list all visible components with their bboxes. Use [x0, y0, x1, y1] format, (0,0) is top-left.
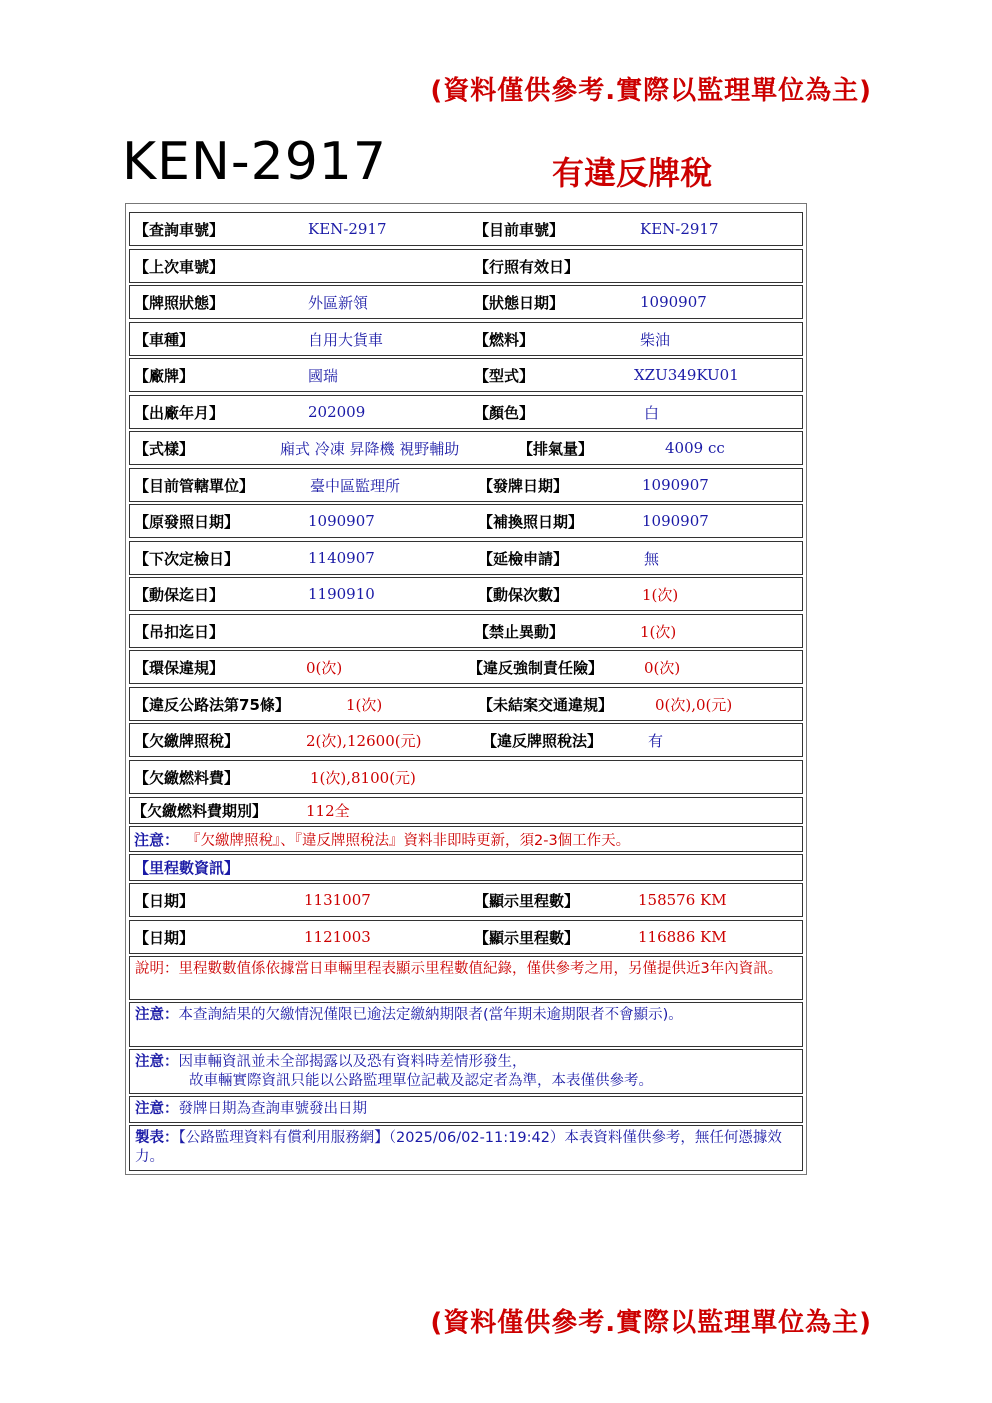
- value-highway-act-75: 1(次): [346, 695, 383, 714]
- label-reissue-license-date: 【補換照日期】: [478, 512, 584, 531]
- label-status-date: 【狀態日期】: [474, 293, 565, 312]
- label-transfer-prohibited: 【禁止異動】: [474, 622, 565, 641]
- value-fuel-fee-period: 112全: [306, 802, 350, 820]
- value-model: XZU349KU01: [634, 366, 739, 384]
- label-brand: 【廠牌】: [134, 366, 195, 385]
- disclosure-notice-label: 注意：: [135, 1054, 179, 1070]
- label-previous-plate: 【上次車號】: [134, 257, 225, 276]
- label-unpaid-fuel-fee: 【欠繳燃料費】: [134, 768, 240, 787]
- label-original-license-date: 【原發照日期】: [134, 512, 240, 531]
- disclosure-notice-line2: 故車輛實際資訊只能以公路監理單位記載及認定者為準，本表僅供參考。: [189, 1073, 653, 1089]
- record-row-highway-act: [129, 687, 803, 721]
- label-suspension-end: 【吊扣迄日】: [134, 622, 225, 641]
- record-row-vehicle-type: [129, 322, 803, 356]
- label-license-valid-date: 【行照有效日】: [474, 257, 580, 276]
- record-row-suspension: [129, 614, 803, 648]
- label-inspection-extension: 【延檢申請】: [478, 549, 569, 568]
- value-license-tax-violation: 有: [648, 731, 664, 750]
- label-unpaid-license-tax: 【欠繳牌照稅】: [134, 731, 240, 750]
- label-vehicle-type: 【車種】: [134, 330, 195, 349]
- label-unsettled-traffic-violations: 【未結案交通違規】: [478, 695, 614, 714]
- value-plate-issue-date: 1090907: [642, 476, 709, 494]
- record-row-inspection: [129, 541, 803, 575]
- value-jurisdiction: 臺中區監理所: [310, 476, 401, 495]
- plate-date-notice-text: 發牌日期為查詢車號發出日期: [178, 1101, 367, 1117]
- vehicle-record-table: [125, 203, 807, 1175]
- value-unsettled-traffic-violations: 0(次),0(元): [655, 695, 733, 714]
- value-current-plate: KEN-2917: [640, 220, 719, 238]
- value-color: 白: [644, 403, 660, 422]
- record-row-license-dates: [129, 504, 803, 538]
- disclaimer-top: (資料僅供參考.實際以監理單位為主): [430, 76, 872, 106]
- label-plate-status: 【牌照狀態】: [134, 293, 225, 312]
- label-environmental-violations: 【環保違規】: [134, 658, 225, 677]
- record-row-plate: [129, 212, 803, 246]
- plate-number-title: KEN-2917: [122, 132, 387, 192]
- value-status-date: 1090907: [640, 293, 707, 311]
- value-body-style: 廂式 冷凍 昇降機 視野輔助: [280, 439, 460, 458]
- record-row-previous-plate: [129, 249, 803, 283]
- update-notice-text: 『欠繳牌照稅』、『違反牌照稅法』資料非即時更新，須2-3個工作天。: [186, 832, 631, 849]
- source-notice-label: 製表：: [135, 1130, 179, 1146]
- label-insurance-violations: 【違反強制責任險】: [468, 658, 604, 677]
- record-row-plate-status: [129, 285, 803, 319]
- value-brand: 國瑞: [308, 366, 339, 385]
- value-unpaid-license-tax: 2(次),12600(元): [306, 731, 422, 750]
- value-inspection-extension: 無: [644, 549, 660, 568]
- value-insurance-violations: 0(次): [644, 658, 681, 677]
- value-transfer-prohibited: 1(次): [640, 622, 677, 641]
- disclosure-notice-line1: 因車輛資訊並未全部揭露以及恐有資料時差情形發生，: [178, 1054, 527, 1070]
- label-jurisdiction: 【目前管轄單位】: [134, 476, 255, 495]
- label-odometer: 【顯示里程數】: [474, 928, 580, 947]
- record-row-fuel-period: [129, 797, 803, 824]
- record-row-chattel-security: [129, 577, 803, 611]
- mileage-row: [129, 920, 803, 954]
- value-chattel-security-end: 1190910: [308, 585, 375, 603]
- arrears-notice-box: [129, 1002, 803, 1047]
- value-mileage-date: 1121003: [304, 928, 371, 946]
- arrears-notice: [135, 1006, 797, 1025]
- disclosure-notice-box: [129, 1049, 803, 1094]
- value-chattel-security-count: 1(次): [642, 585, 679, 604]
- label-query-plate: 【查詢車號】: [134, 220, 225, 239]
- record-row-jurisdiction: [129, 468, 803, 502]
- arrears-notice-label: 注意：: [135, 1007, 179, 1023]
- mileage-explanation: [135, 960, 797, 979]
- value-plate-status: 外區新領: [308, 293, 369, 312]
- label-chattel-security-count: 【動保次數】: [478, 585, 569, 604]
- label-current-plate: 【目前車號】: [474, 220, 565, 239]
- disclaimer-bottom: (資料僅供參考.實際以監理單位為主): [430, 1308, 872, 1338]
- label-mileage-date: 【日期】: [134, 928, 195, 947]
- label-license-tax-violation: 【違反牌照稅法】: [482, 731, 603, 750]
- value-odometer: 158576 KM: [638, 891, 727, 909]
- source-notice-text: 【公路監理資料有償利用服務網】（2025/06/02-11:19:42）本表資料僅供參考，無任何憑據效力。: [135, 1130, 782, 1165]
- value-original-license-date: 1090907: [308, 512, 375, 530]
- value-manufacture-date: 202009: [308, 403, 366, 421]
- update-notice-label: 注意：: [134, 830, 180, 849]
- disclosure-notice: [135, 1053, 797, 1091]
- label-highway-act-75: 【違反公路法第75條】: [134, 695, 290, 714]
- plate-date-notice-label: 注意：: [135, 1101, 179, 1117]
- plate-date-notice: [135, 1100, 797, 1119]
- record-row-manufacture: [129, 395, 803, 429]
- label-color: 【顏色】: [474, 403, 535, 422]
- label-displacement: 【排氣量】: [518, 439, 594, 458]
- update-notice-row: [129, 826, 803, 852]
- value-odometer: 116886 KM: [638, 928, 727, 946]
- label-model: 【型式】: [474, 366, 535, 385]
- value-fuel: 柴油: [640, 330, 671, 349]
- source-notice-box: [129, 1125, 803, 1171]
- value-vehicle-type: 自用大貨車: [308, 330, 384, 349]
- mileage-header-row: [129, 854, 803, 881]
- value-displacement: 4009 cc: [665, 439, 725, 457]
- mileage-explanation-text: 里程數數值係依據當日車輛里程表顯示里程數值紀錄，僅供參考之用，另僅提供近3年內資訊。: [178, 961, 783, 977]
- label-mileage-date: 【日期】: [134, 891, 195, 910]
- label-chattel-security-end: 【動保迄日】: [134, 585, 225, 604]
- arrears-notice-text: 本查詢結果的欠繳情況僅限已逾法定繳納期限者(當年期未逾期限者不會顯示)。: [178, 1007, 683, 1023]
- label-fuel-fee-period: 【欠繳燃料費期別】: [132, 802, 268, 820]
- value-next-inspection: 1140907: [308, 549, 375, 567]
- value-query-plate: KEN-2917: [308, 220, 387, 238]
- label-next-inspection: 【下次定檢日】: [134, 549, 240, 568]
- record-row-license-tax: [129, 723, 803, 757]
- mileage-row: [129, 883, 803, 917]
- tax-violation-flag: 有違反牌稅: [552, 154, 713, 192]
- mileage-explanation-box: [129, 956, 803, 1000]
- value-mileage-date: 1131007: [304, 891, 371, 909]
- label-fuel: 【燃料】: [474, 330, 535, 349]
- plate-date-notice-box: [129, 1096, 803, 1123]
- record-row-brand: [129, 358, 803, 392]
- mileage-explanation-label: 說明：: [135, 961, 179, 977]
- value-unpaid-fuel-fee: 1(次),8100(元): [310, 768, 416, 787]
- value-reissue-license-date: 1090907: [642, 512, 709, 530]
- record-row-body-style: [129, 431, 803, 465]
- mileage-section-title: 【里程數資訊】: [134, 859, 240, 877]
- label-plate-issue-date: 【發牌日期】: [478, 476, 569, 495]
- value-environmental-violations: 0(次): [306, 658, 343, 677]
- source-notice: [135, 1129, 797, 1167]
- label-body-style: 【式樣】: [134, 439, 195, 458]
- label-odometer: 【顯示里程數】: [474, 891, 580, 910]
- record-row-environmental: [129, 650, 803, 684]
- record-row-fuel-fee: [129, 760, 803, 794]
- label-manufacture-date: 【出廠年月】: [134, 403, 225, 422]
